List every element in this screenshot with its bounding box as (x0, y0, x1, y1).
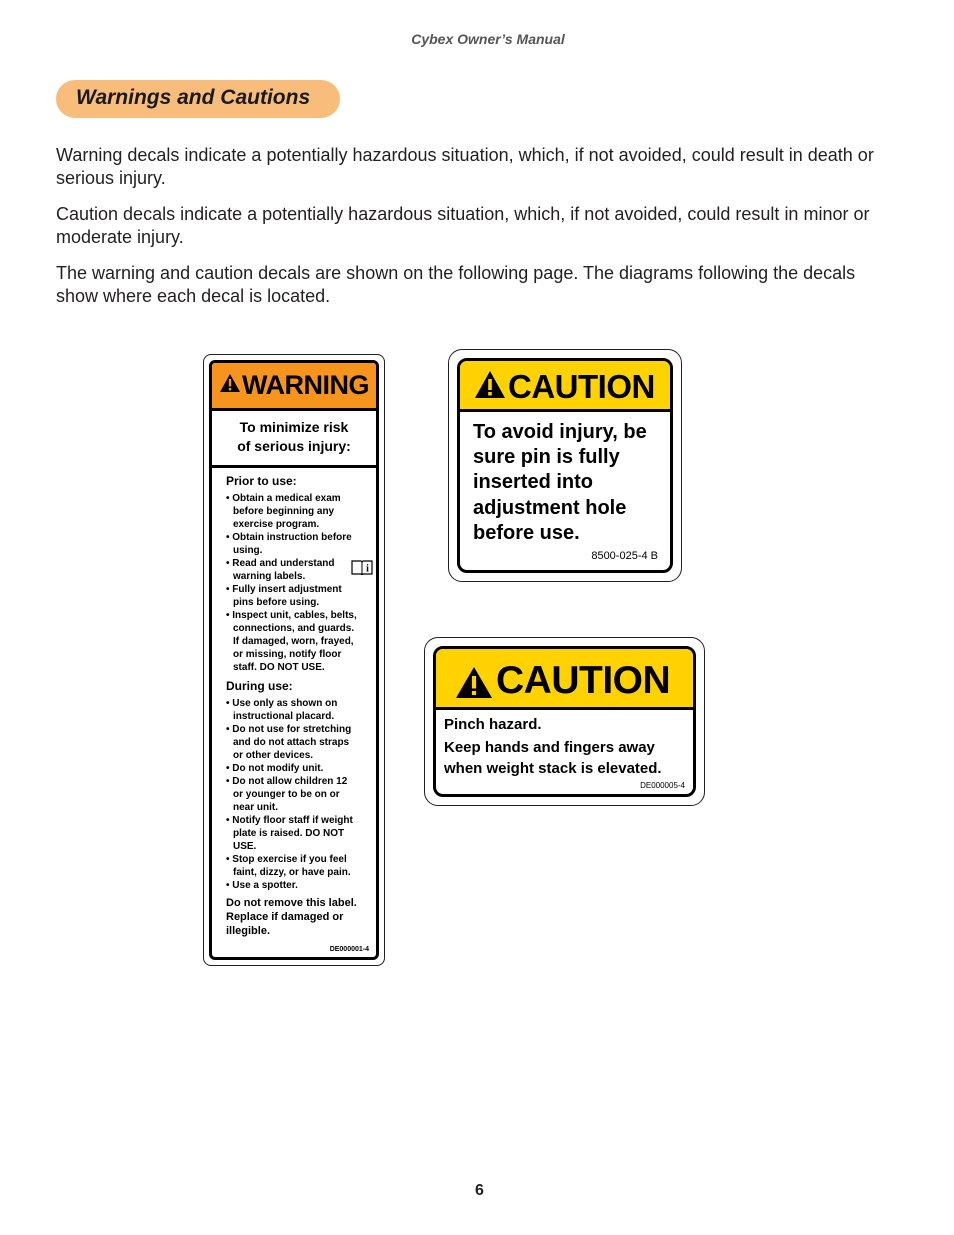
warning-decal-header (212, 363, 376, 411)
warning-list-item: • Read and understand warning labels. (226, 558, 335, 582)
caution-decal-pinch-body (433, 646, 696, 797)
warning-list-item: • Use only as shown on instructional placard. (226, 698, 338, 722)
warning-list-item: • Fully insert adjustment pins before using. (226, 584, 342, 608)
caution-heading: CAUTION (496, 659, 671, 702)
caution-decal-code: DE000005-4 (640, 781, 685, 790)
caution-decal-pin-header (460, 361, 670, 412)
caution-decal-pin (448, 349, 682, 582)
caution-text-line: when weight stack is elevated. (444, 760, 662, 777)
warning-list-item: • Obtain a medical exam before beginning any exercise program. (226, 493, 341, 530)
caution-text-line: To avoid injury, be (473, 421, 647, 443)
warning-subheading (212, 411, 376, 468)
warning-heading-text: WARNING (242, 370, 369, 400)
warning-list-item: • Obtain instruction before using. (226, 532, 352, 556)
warning-decal-code: DE000001-4 (329, 946, 369, 953)
caution-heading: CAUTION (508, 368, 655, 405)
caution-text-line: Keep hands and fingers away (444, 739, 655, 756)
section-title: Warnings and Cautions (76, 86, 311, 109)
caution-text-line: inserted into (473, 471, 594, 493)
caution-text-line: before use. (473, 522, 580, 544)
read-manual-book-icon (351, 559, 373, 575)
warning-triangle-icon (219, 373, 241, 393)
section-heading-pill (56, 80, 340, 118)
warning-definition-paragraph: Warning decals indicate a potentially hazardous situation, which, if not avoided, could result in death or serious injury. (56, 145, 874, 188)
caution-text-line: Pinch hazard. (444, 716, 542, 733)
caution-definition-paragraph: Caution decals indicate a potentially hazardous situation, which, if not avoided, could result in minor or moderate injury. (56, 204, 870, 247)
caution-triangle-icon (474, 370, 506, 399)
warning-list-item: • Do not allow children 12 or younger to be on or near unit. (226, 776, 348, 813)
warning-list-item: • Inspect unit, cables, belts, connections, and guards. If damaged, worn, frayed, or missing, notify floor staff. DO NOT USE. (226, 610, 357, 673)
manual-title: Cybex Owner’s Manual (411, 31, 565, 47)
warning-list-item: • Do not use for stretching and do not attach straps or other devices. (226, 724, 352, 761)
warning-list-item: • Do not modify unit. (226, 763, 324, 774)
warning-heading (212, 370, 376, 401)
caution-text-line: adjustment hole (473, 497, 627, 519)
caution-decal-code: 8500-025-4 B (591, 550, 658, 562)
warning-decal-body (209, 360, 379, 960)
warning-subheading-line: of serious injury: (237, 438, 351, 454)
caution-decal-pinch-header (436, 649, 693, 710)
caution-decal-pinch (424, 637, 705, 806)
decals-intro-paragraph: The warning and caution decals are shown on the following page. The diagrams following the decals show where each decal is located. (56, 263, 856, 306)
warning-subheading-line: To minimize risk (239, 419, 349, 435)
page-number: 6 (475, 1182, 484, 1199)
warning-footer-note: Do not remove this label. Replace if damaged or illegible. (226, 897, 357, 937)
warning-decal (203, 354, 385, 966)
warning-list-item: • Notify floor staff if weight plate is raised. DO NOT USE. (226, 815, 353, 852)
svg-text:i: i (366, 563, 369, 575)
during-use-title: During use: (226, 679, 293, 693)
caution-text-line: sure pin is fully (473, 446, 620, 468)
caution-triangle-icon (455, 666, 493, 699)
warning-list-item: • Use a spotter. (226, 880, 298, 891)
page-header (0, 31, 954, 49)
prior-to-use-title: Prior to use: (226, 474, 297, 488)
warning-list-item: • Stop exercise if you feel faint, dizzy, or have pain. (226, 854, 351, 878)
caution-decal-pin-body (457, 358, 673, 573)
